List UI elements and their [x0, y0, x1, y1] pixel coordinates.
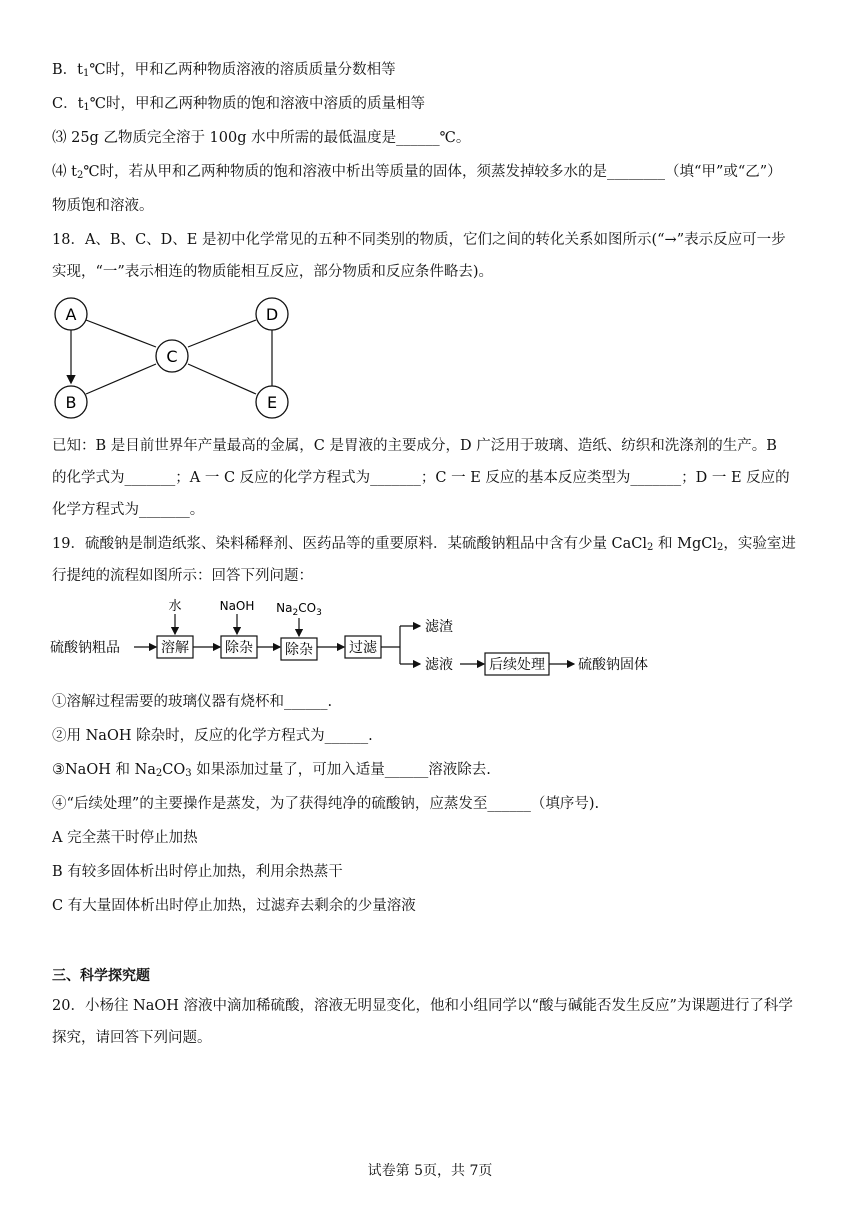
svg-text:E: E	[266, 393, 278, 412]
node-d	[256, 298, 288, 330]
q20-stem-line2: 探究，请回答下列问题。	[52, 1030, 212, 1046]
q19-answer4: ④“后续处理”的主要操作是蒸发，为了获得纯净的硫酸钠，应蒸发至______（填序号).	[52, 796, 600, 812]
q17-part3: ⑶ 25g 乙物质完全溶于 100g 水中所需的最低温度是______℃。	[52, 130, 471, 146]
svg-text:A: A	[65, 305, 77, 324]
page-footer: 试卷第 5页，共 7页	[367, 1163, 493, 1179]
edge-c-e	[188, 364, 256, 394]
node-a	[55, 298, 87, 330]
q19-stem-line2: 行提纯的流程如图所示：回答下列问题：	[52, 568, 313, 584]
q17-option-b: B．$t_1℃$时，甲和乙两种物质溶液的溶质质量分数相等	[52, 62, 396, 79]
svg-text:后续处理: 后续处理	[489, 657, 545, 673]
svg-text:过滤: 过滤	[349, 640, 377, 656]
edge-c-b	[86, 364, 156, 394]
flow-add-water: 水	[168, 599, 182, 614]
node-e	[256, 386, 288, 418]
q19-stem-line1: 19．硫酸钠是制造纸浆、染料稀释剂、医药品等的重要原料．某硫酸钠粗品中含有少量 CaCl$_2$ 和 MgCl$_2$，实验室进	[52, 536, 796, 553]
section-title: 三、科学探究题	[52, 968, 150, 984]
node-b	[55, 386, 87, 418]
q18-stem-line1: 18．A、B、C、D、E 是初中化学常见的五种不同类别的物质，它们之间的转化关系如图所示(“→”表示反应可一步	[52, 232, 786, 248]
q17-part4-cont: 物质饱和溶液。	[52, 198, 154, 214]
edge-a-c	[86, 320, 156, 347]
flow-filtrate: 滤液	[425, 657, 453, 673]
q20-stem-line1: 20．小杨往 NaOH 溶液中滴加稀硫酸，溶液无明显变化，他和小组同学以“酸与碱能否发生反应”为课题进行了科学	[52, 998, 793, 1014]
svg-text:D: D	[265, 305, 279, 324]
q18-relationship-diagram	[48, 294, 298, 424]
flow-end-label: 硫酸钠固体	[578, 657, 648, 673]
q19-option-b: B 有较多固体析出时停止加热，利用余热蒸干	[52, 864, 343, 880]
q18-known-line1: 已知：B 是目前世界年产量最高的金属，C 是胃液的主要成分，D 广泛用于玻璃、造纸、纺织和洗涤剂的生产。B	[52, 438, 777, 454]
q18-known-line2: 的化学式为_______；A 一 C 反应的化学方程式为_______；C 一 E 反应的基本反应类型为_______；D 一 E 反应的	[52, 470, 790, 486]
q19-answer2: ②用 NaOH 除杂时，反应的化学方程式为______.	[52, 728, 373, 744]
q19-flow-diagram	[48, 594, 668, 684]
svg-text:除杂: 除杂	[285, 642, 313, 658]
q17-part4: ⑷ $t_2℃$时，若从甲和乙两种物质的饱和溶液中析出等质量的固体，须蒸发掉较多水的是________（填“甲”或“乙”）	[52, 164, 782, 181]
edge-c-d	[188, 320, 256, 347]
q19-answer3: ③NaOH 和 $Na_2CO_3$ 如果添加过量了，可加入适量______溶液除去.	[52, 762, 491, 779]
flow-residue: 滤渣	[425, 619, 453, 635]
flow-add-naoh: NaOH	[219, 599, 255, 613]
q19-option-c: C 有大量固体析出时停止加热，过滤弃去剩余的少量溶液	[52, 898, 416, 914]
q18-known-line3: 化学方程式为_______。	[52, 502, 205, 518]
flow-add-na2co3: $Na_2CO_3$	[276, 601, 322, 618]
svg-text:除杂: 除杂	[225, 640, 253, 656]
svg-text:溶解: 溶解	[161, 640, 189, 656]
svg-text:C: C	[166, 347, 178, 366]
q17-option-c: C．$t_1℃$时，甲和乙两种物质的饱和溶液中溶质的质量相等	[52, 96, 426, 113]
flow-start-label: 硫酸钠粗品	[50, 640, 120, 656]
q19-option-a: A 完全蒸干时停止加热	[52, 830, 198, 846]
q19-answer1: ①溶解过程需要的玻璃仪器有烧杯和______.	[52, 694, 333, 710]
q18-stem-line2: 实现，“一”表示相连的物质能相互反应，部分物质和反应条件略去)。	[52, 264, 493, 280]
svg-text:B: B	[65, 393, 77, 412]
node-c	[156, 340, 188, 372]
